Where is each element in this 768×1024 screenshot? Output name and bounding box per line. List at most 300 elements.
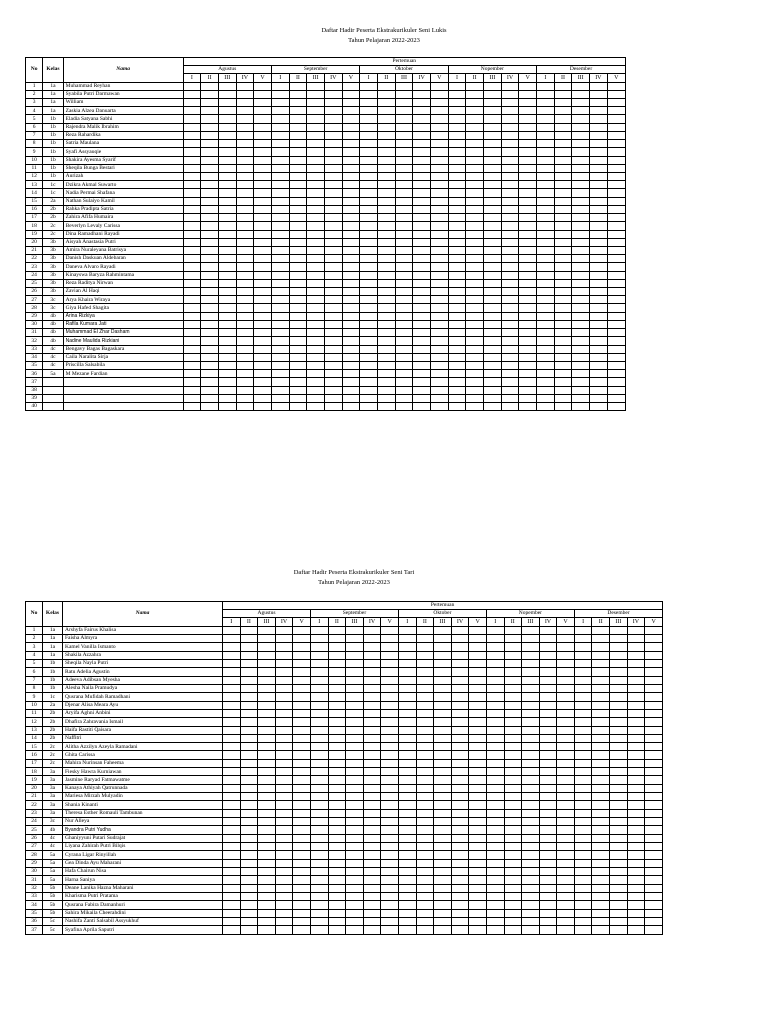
attendance-cell[interactable] <box>416 759 434 767</box>
attendance-cell[interactable] <box>574 651 592 659</box>
attendance-cell[interactable] <box>430 238 448 246</box>
attendance-cell[interactable] <box>398 876 416 884</box>
attendance-cell[interactable] <box>416 684 434 692</box>
attendance-cell[interactable] <box>240 659 258 667</box>
attendance-cell[interactable] <box>522 626 540 634</box>
attendance-cell[interactable] <box>557 801 575 809</box>
attendance-cell[interactable] <box>271 107 289 115</box>
attendance-cell[interactable] <box>360 271 378 279</box>
attendance-cell[interactable] <box>504 709 522 717</box>
attendance-cell[interactable] <box>342 394 360 402</box>
attendance-cell[interactable] <box>293 884 311 892</box>
attendance-cell[interactable] <box>610 868 628 876</box>
attendance-cell[interactable] <box>342 99 360 107</box>
attendance-cell[interactable] <box>572 214 590 222</box>
attendance-cell[interactable] <box>258 809 276 817</box>
attendance-cell[interactable] <box>430 107 448 115</box>
attendance-cell[interactable] <box>395 156 413 164</box>
attendance-cell[interactable] <box>592 643 610 651</box>
attendance-cell[interactable] <box>519 140 537 148</box>
attendance-cell[interactable] <box>574 634 592 642</box>
attendance-cell[interactable] <box>310 734 328 742</box>
attendance-cell[interactable] <box>430 205 448 213</box>
attendance-cell[interactable] <box>236 123 254 131</box>
attendance-cell[interactable] <box>451 926 469 934</box>
attendance-cell[interactable] <box>504 659 522 667</box>
attendance-cell[interactable] <box>430 164 448 172</box>
attendance-cell[interactable] <box>258 843 276 851</box>
attendance-cell[interactable] <box>377 288 395 296</box>
attendance-cell[interactable] <box>554 312 572 320</box>
attendance-cell[interactable] <box>240 759 258 767</box>
attendance-cell[interactable] <box>574 901 592 909</box>
attendance-cell[interactable] <box>381 651 399 659</box>
attendance-cell[interactable] <box>486 676 504 684</box>
attendance-cell[interactable] <box>466 156 484 164</box>
attendance-cell[interactable] <box>324 214 342 222</box>
attendance-cell[interactable] <box>413 205 431 213</box>
attendance-cell[interactable] <box>398 926 416 934</box>
attendance-cell[interactable] <box>574 884 592 892</box>
attendance-cell[interactable] <box>307 279 325 287</box>
attendance-cell[interactable] <box>448 172 466 180</box>
attendance-cell[interactable] <box>501 197 519 205</box>
attendance-cell[interactable] <box>236 296 254 304</box>
attendance-cell[interactable] <box>413 131 431 139</box>
attendance-cell[interactable] <box>346 676 364 684</box>
attendance-cell[interactable] <box>522 826 540 834</box>
attendance-cell[interactable] <box>519 263 537 271</box>
attendance-cell[interactable] <box>448 288 466 296</box>
attendance-cell[interactable] <box>395 312 413 320</box>
attendance-cell[interactable] <box>275 901 293 909</box>
attendance-cell[interactable] <box>360 296 378 304</box>
attendance-cell[interactable] <box>627 868 645 876</box>
attendance-cell[interactable] <box>501 378 519 386</box>
attendance-cell[interactable] <box>293 726 311 734</box>
attendance-cell[interactable] <box>307 197 325 205</box>
attendance-cell[interactable] <box>236 181 254 189</box>
attendance-cell[interactable] <box>448 156 466 164</box>
attendance-cell[interactable] <box>451 918 469 926</box>
attendance-cell[interactable] <box>416 643 434 651</box>
attendance-cell[interactable] <box>201 329 219 337</box>
attendance-cell[interactable] <box>398 884 416 892</box>
attendance-cell[interactable] <box>522 668 540 676</box>
attendance-cell[interactable] <box>504 818 522 826</box>
attendance-cell[interactable] <box>310 876 328 884</box>
attendance-cell[interactable] <box>434 818 452 826</box>
attendance-cell[interactable] <box>223 718 241 726</box>
attendance-cell[interactable] <box>218 90 236 98</box>
attendance-cell[interactable] <box>590 304 608 312</box>
attendance-cell[interactable] <box>434 626 452 634</box>
attendance-cell[interactable] <box>218 99 236 107</box>
attendance-cell[interactable] <box>522 801 540 809</box>
attendance-cell[interactable] <box>275 768 293 776</box>
attendance-cell[interactable] <box>519 312 537 320</box>
attendance-cell[interactable] <box>324 304 342 312</box>
attendance-cell[interactable] <box>413 197 431 205</box>
attendance-cell[interactable] <box>398 709 416 717</box>
attendance-cell[interactable] <box>328 676 346 684</box>
attendance-cell[interactable] <box>271 164 289 172</box>
attendance-cell[interactable] <box>240 851 258 859</box>
attendance-cell[interactable] <box>469 851 487 859</box>
attendance-cell[interactable] <box>574 818 592 826</box>
attendance-cell[interactable] <box>469 793 487 801</box>
attendance-cell[interactable] <box>346 884 364 892</box>
attendance-cell[interactable] <box>572 181 590 189</box>
attendance-cell[interactable] <box>539 918 557 926</box>
attendance-cell[interactable] <box>590 362 608 370</box>
attendance-cell[interactable] <box>218 164 236 172</box>
attendance-cell[interactable] <box>218 123 236 131</box>
attendance-cell[interactable] <box>328 893 346 901</box>
attendance-cell[interactable] <box>342 197 360 205</box>
attendance-cell[interactable] <box>346 801 364 809</box>
attendance-cell[interactable] <box>430 353 448 361</box>
attendance-cell[interactable] <box>307 255 325 263</box>
attendance-cell[interactable] <box>201 140 219 148</box>
attendance-cell[interactable] <box>451 726 469 734</box>
attendance-cell[interactable] <box>484 378 502 386</box>
attendance-cell[interactable] <box>183 304 201 312</box>
attendance-cell[interactable] <box>183 403 201 411</box>
attendance-cell[interactable] <box>592 876 610 884</box>
attendance-cell[interactable] <box>537 296 555 304</box>
attendance-cell[interactable] <box>342 362 360 370</box>
attendance-cell[interactable] <box>346 709 364 717</box>
attendance-cell[interactable] <box>592 734 610 742</box>
attendance-cell[interactable] <box>469 801 487 809</box>
attendance-cell[interactable] <box>574 626 592 634</box>
attendance-cell[interactable] <box>413 386 431 394</box>
attendance-cell[interactable] <box>201 222 219 230</box>
attendance-cell[interactable] <box>328 834 346 842</box>
attendance-cell[interactable] <box>539 793 557 801</box>
attendance-cell[interactable] <box>183 156 201 164</box>
attendance-cell[interactable] <box>645 743 663 751</box>
attendance-cell[interactable] <box>466 131 484 139</box>
attendance-cell[interactable] <box>363 801 381 809</box>
attendance-cell[interactable] <box>572 386 590 394</box>
attendance-cell[interactable] <box>645 809 663 817</box>
attendance-cell[interactable] <box>434 693 452 701</box>
attendance-cell[interactable] <box>307 394 325 402</box>
attendance-cell[interactable] <box>289 403 307 411</box>
attendance-cell[interactable] <box>223 793 241 801</box>
attendance-cell[interactable] <box>218 115 236 123</box>
attendance-cell[interactable] <box>377 403 395 411</box>
attendance-cell[interactable] <box>377 246 395 254</box>
attendance-cell[interactable] <box>574 809 592 817</box>
attendance-cell[interactable] <box>519 288 537 296</box>
attendance-cell[interactable] <box>236 345 254 353</box>
attendance-cell[interactable] <box>254 246 272 254</box>
attendance-cell[interactable] <box>271 329 289 337</box>
attendance-cell[interactable] <box>451 693 469 701</box>
attendance-cell[interactable] <box>590 296 608 304</box>
attendance-cell[interactable] <box>607 197 625 205</box>
attendance-cell[interactable] <box>310 759 328 767</box>
attendance-cell[interactable] <box>324 189 342 197</box>
attendance-cell[interactable] <box>254 353 272 361</box>
attendance-cell[interactable] <box>398 668 416 676</box>
attendance-cell[interactable] <box>236 312 254 320</box>
attendance-cell[interactable] <box>289 312 307 320</box>
attendance-cell[interactable] <box>416 926 434 934</box>
attendance-cell[interactable] <box>201 353 219 361</box>
attendance-cell[interactable] <box>236 131 254 139</box>
attendance-cell[interactable] <box>363 726 381 734</box>
attendance-cell[interactable] <box>310 834 328 842</box>
attendance-cell[interactable] <box>572 230 590 238</box>
attendance-cell[interactable] <box>201 205 219 213</box>
attendance-cell[interactable] <box>504 834 522 842</box>
attendance-cell[interactable] <box>607 337 625 345</box>
attendance-cell[interactable] <box>377 329 395 337</box>
attendance-cell[interactable] <box>377 394 395 402</box>
attendance-cell[interactable] <box>201 271 219 279</box>
attendance-cell[interactable] <box>328 659 346 667</box>
attendance-cell[interactable] <box>466 403 484 411</box>
attendance-cell[interactable] <box>539 784 557 792</box>
attendance-cell[interactable] <box>275 676 293 684</box>
attendance-cell[interactable] <box>324 123 342 131</box>
attendance-cell[interactable] <box>448 304 466 312</box>
attendance-cell[interactable] <box>501 164 519 172</box>
attendance-cell[interactable] <box>183 131 201 139</box>
attendance-cell[interactable] <box>201 107 219 115</box>
attendance-cell[interactable] <box>522 818 540 826</box>
attendance-cell[interactable] <box>363 926 381 934</box>
attendance-cell[interactable] <box>360 107 378 115</box>
attendance-cell[interactable] <box>557 726 575 734</box>
attendance-cell[interactable] <box>504 859 522 867</box>
attendance-cell[interactable] <box>236 172 254 180</box>
attendance-cell[interactable] <box>466 370 484 378</box>
attendance-cell[interactable] <box>592 693 610 701</box>
attendance-cell[interactable] <box>645 709 663 717</box>
attendance-cell[interactable] <box>590 353 608 361</box>
attendance-cell[interactable] <box>554 181 572 189</box>
attendance-cell[interactable] <box>519 378 537 386</box>
attendance-cell[interactable] <box>592 918 610 926</box>
attendance-cell[interactable] <box>416 809 434 817</box>
attendance-cell[interactable] <box>240 684 258 692</box>
attendance-cell[interactable] <box>342 164 360 172</box>
attendance-cell[interactable] <box>360 403 378 411</box>
attendance-cell[interactable] <box>448 197 466 205</box>
attendance-cell[interactable] <box>607 255 625 263</box>
attendance-cell[interactable] <box>307 131 325 139</box>
attendance-cell[interactable] <box>342 271 360 279</box>
attendance-cell[interactable] <box>342 140 360 148</box>
attendance-cell[interactable] <box>519 107 537 115</box>
attendance-cell[interactable] <box>537 394 555 402</box>
attendance-cell[interactable] <box>504 868 522 876</box>
attendance-cell[interactable] <box>504 684 522 692</box>
attendance-cell[interactable] <box>254 123 272 131</box>
attendance-cell[interactable] <box>275 926 293 934</box>
attendance-cell[interactable] <box>539 651 557 659</box>
attendance-cell[interactable] <box>218 82 236 90</box>
attendance-cell[interactable] <box>258 818 276 826</box>
attendance-cell[interactable] <box>574 793 592 801</box>
attendance-cell[interactable] <box>554 123 572 131</box>
attendance-cell[interactable] <box>537 123 555 131</box>
attendance-cell[interactable] <box>486 693 504 701</box>
attendance-cell[interactable] <box>342 131 360 139</box>
attendance-cell[interactable] <box>271 403 289 411</box>
attendance-cell[interactable] <box>539 893 557 901</box>
attendance-cell[interactable] <box>293 793 311 801</box>
attendance-cell[interactable] <box>610 734 628 742</box>
attendance-cell[interactable] <box>223 818 241 826</box>
attendance-cell[interactable] <box>218 156 236 164</box>
attendance-cell[interactable] <box>240 926 258 934</box>
attendance-cell[interactable] <box>590 230 608 238</box>
attendance-cell[interactable] <box>360 140 378 148</box>
attendance-cell[interactable] <box>293 826 311 834</box>
attendance-cell[interactable] <box>218 140 236 148</box>
attendance-cell[interactable] <box>223 851 241 859</box>
attendance-cell[interactable] <box>484 296 502 304</box>
attendance-cell[interactable] <box>275 684 293 692</box>
attendance-cell[interactable] <box>430 288 448 296</box>
attendance-cell[interactable] <box>218 288 236 296</box>
attendance-cell[interactable] <box>607 353 625 361</box>
attendance-cell[interactable] <box>398 818 416 826</box>
attendance-cell[interactable] <box>645 926 663 934</box>
attendance-cell[interactable] <box>484 246 502 254</box>
attendance-cell[interactable] <box>328 793 346 801</box>
attendance-cell[interactable] <box>413 164 431 172</box>
attendance-cell[interactable] <box>413 370 431 378</box>
attendance-cell[interactable] <box>537 279 555 287</box>
attendance-cell[interactable] <box>451 784 469 792</box>
attendance-cell[interactable] <box>201 403 219 411</box>
attendance-cell[interactable] <box>363 651 381 659</box>
attendance-cell[interactable] <box>201 99 219 107</box>
attendance-cell[interactable] <box>574 868 592 876</box>
attendance-cell[interactable] <box>501 131 519 139</box>
attendance-cell[interactable] <box>416 876 434 884</box>
attendance-cell[interactable] <box>183 288 201 296</box>
attendance-cell[interactable] <box>539 843 557 851</box>
attendance-cell[interactable] <box>484 214 502 222</box>
attendance-cell[interactable] <box>645 643 663 651</box>
attendance-cell[interactable] <box>324 205 342 213</box>
attendance-cell[interactable] <box>201 214 219 222</box>
attendance-cell[interactable] <box>610 626 628 634</box>
attendance-cell[interactable] <box>572 140 590 148</box>
attendance-cell[interactable] <box>607 345 625 353</box>
attendance-cell[interactable] <box>293 684 311 692</box>
attendance-cell[interactable] <box>539 859 557 867</box>
attendance-cell[interactable] <box>293 734 311 742</box>
attendance-cell[interactable] <box>360 288 378 296</box>
attendance-cell[interactable] <box>271 296 289 304</box>
attendance-cell[interactable] <box>240 876 258 884</box>
attendance-cell[interactable] <box>430 386 448 394</box>
attendance-cell[interactable] <box>413 296 431 304</box>
attendance-cell[interactable] <box>484 394 502 402</box>
attendance-cell[interactable] <box>310 643 328 651</box>
attendance-cell[interactable] <box>342 320 360 328</box>
attendance-cell[interactable] <box>310 668 328 676</box>
attendance-cell[interactable] <box>342 296 360 304</box>
attendance-cell[interactable] <box>183 271 201 279</box>
attendance-cell[interactable] <box>307 362 325 370</box>
attendance-cell[interactable] <box>519 230 537 238</box>
attendance-cell[interactable] <box>360 164 378 172</box>
attendance-cell[interactable] <box>310 843 328 851</box>
attendance-cell[interactable] <box>377 378 395 386</box>
attendance-cell[interactable] <box>448 370 466 378</box>
attendance-cell[interactable] <box>469 668 487 676</box>
attendance-cell[interactable] <box>451 793 469 801</box>
attendance-cell[interactable] <box>398 726 416 734</box>
attendance-cell[interactable] <box>275 826 293 834</box>
attendance-cell[interactable] <box>223 918 241 926</box>
attendance-cell[interactable] <box>504 734 522 742</box>
attendance-cell[interactable] <box>310 676 328 684</box>
attendance-cell[interactable] <box>572 148 590 156</box>
attendance-cell[interactable] <box>501 148 519 156</box>
attendance-cell[interactable] <box>504 893 522 901</box>
attendance-cell[interactable] <box>466 172 484 180</box>
attendance-cell[interactable] <box>271 189 289 197</box>
attendance-cell[interactable] <box>501 230 519 238</box>
attendance-cell[interactable] <box>381 868 399 876</box>
attendance-cell[interactable] <box>328 801 346 809</box>
attendance-cell[interactable] <box>466 255 484 263</box>
attendance-cell[interactable] <box>572 189 590 197</box>
attendance-cell[interactable] <box>218 131 236 139</box>
attendance-cell[interactable] <box>398 718 416 726</box>
attendance-cell[interactable] <box>554 197 572 205</box>
attendance-cell[interactable] <box>413 279 431 287</box>
attendance-cell[interactable] <box>240 718 258 726</box>
attendance-cell[interactable] <box>413 90 431 98</box>
attendance-cell[interactable] <box>346 851 364 859</box>
attendance-cell[interactable] <box>201 378 219 386</box>
attendance-cell[interactable] <box>377 320 395 328</box>
attendance-cell[interactable] <box>590 140 608 148</box>
attendance-cell[interactable] <box>223 876 241 884</box>
attendance-cell[interactable] <box>395 386 413 394</box>
attendance-cell[interactable] <box>218 172 236 180</box>
attendance-cell[interactable] <box>451 834 469 842</box>
attendance-cell[interactable] <box>537 320 555 328</box>
attendance-cell[interactable] <box>557 776 575 784</box>
attendance-cell[interactable] <box>363 634 381 642</box>
attendance-cell[interactable] <box>434 759 452 767</box>
attendance-cell[interactable] <box>342 370 360 378</box>
attendance-cell[interactable] <box>271 304 289 312</box>
attendance-cell[interactable] <box>328 684 346 692</box>
attendance-cell[interactable] <box>377 172 395 180</box>
attendance-cell[interactable] <box>377 279 395 287</box>
attendance-cell[interactable] <box>201 197 219 205</box>
attendance-cell[interactable] <box>360 345 378 353</box>
attendance-cell[interactable] <box>413 329 431 337</box>
attendance-cell[interactable] <box>469 884 487 892</box>
attendance-cell[interactable] <box>469 909 487 917</box>
attendance-cell[interactable] <box>448 214 466 222</box>
